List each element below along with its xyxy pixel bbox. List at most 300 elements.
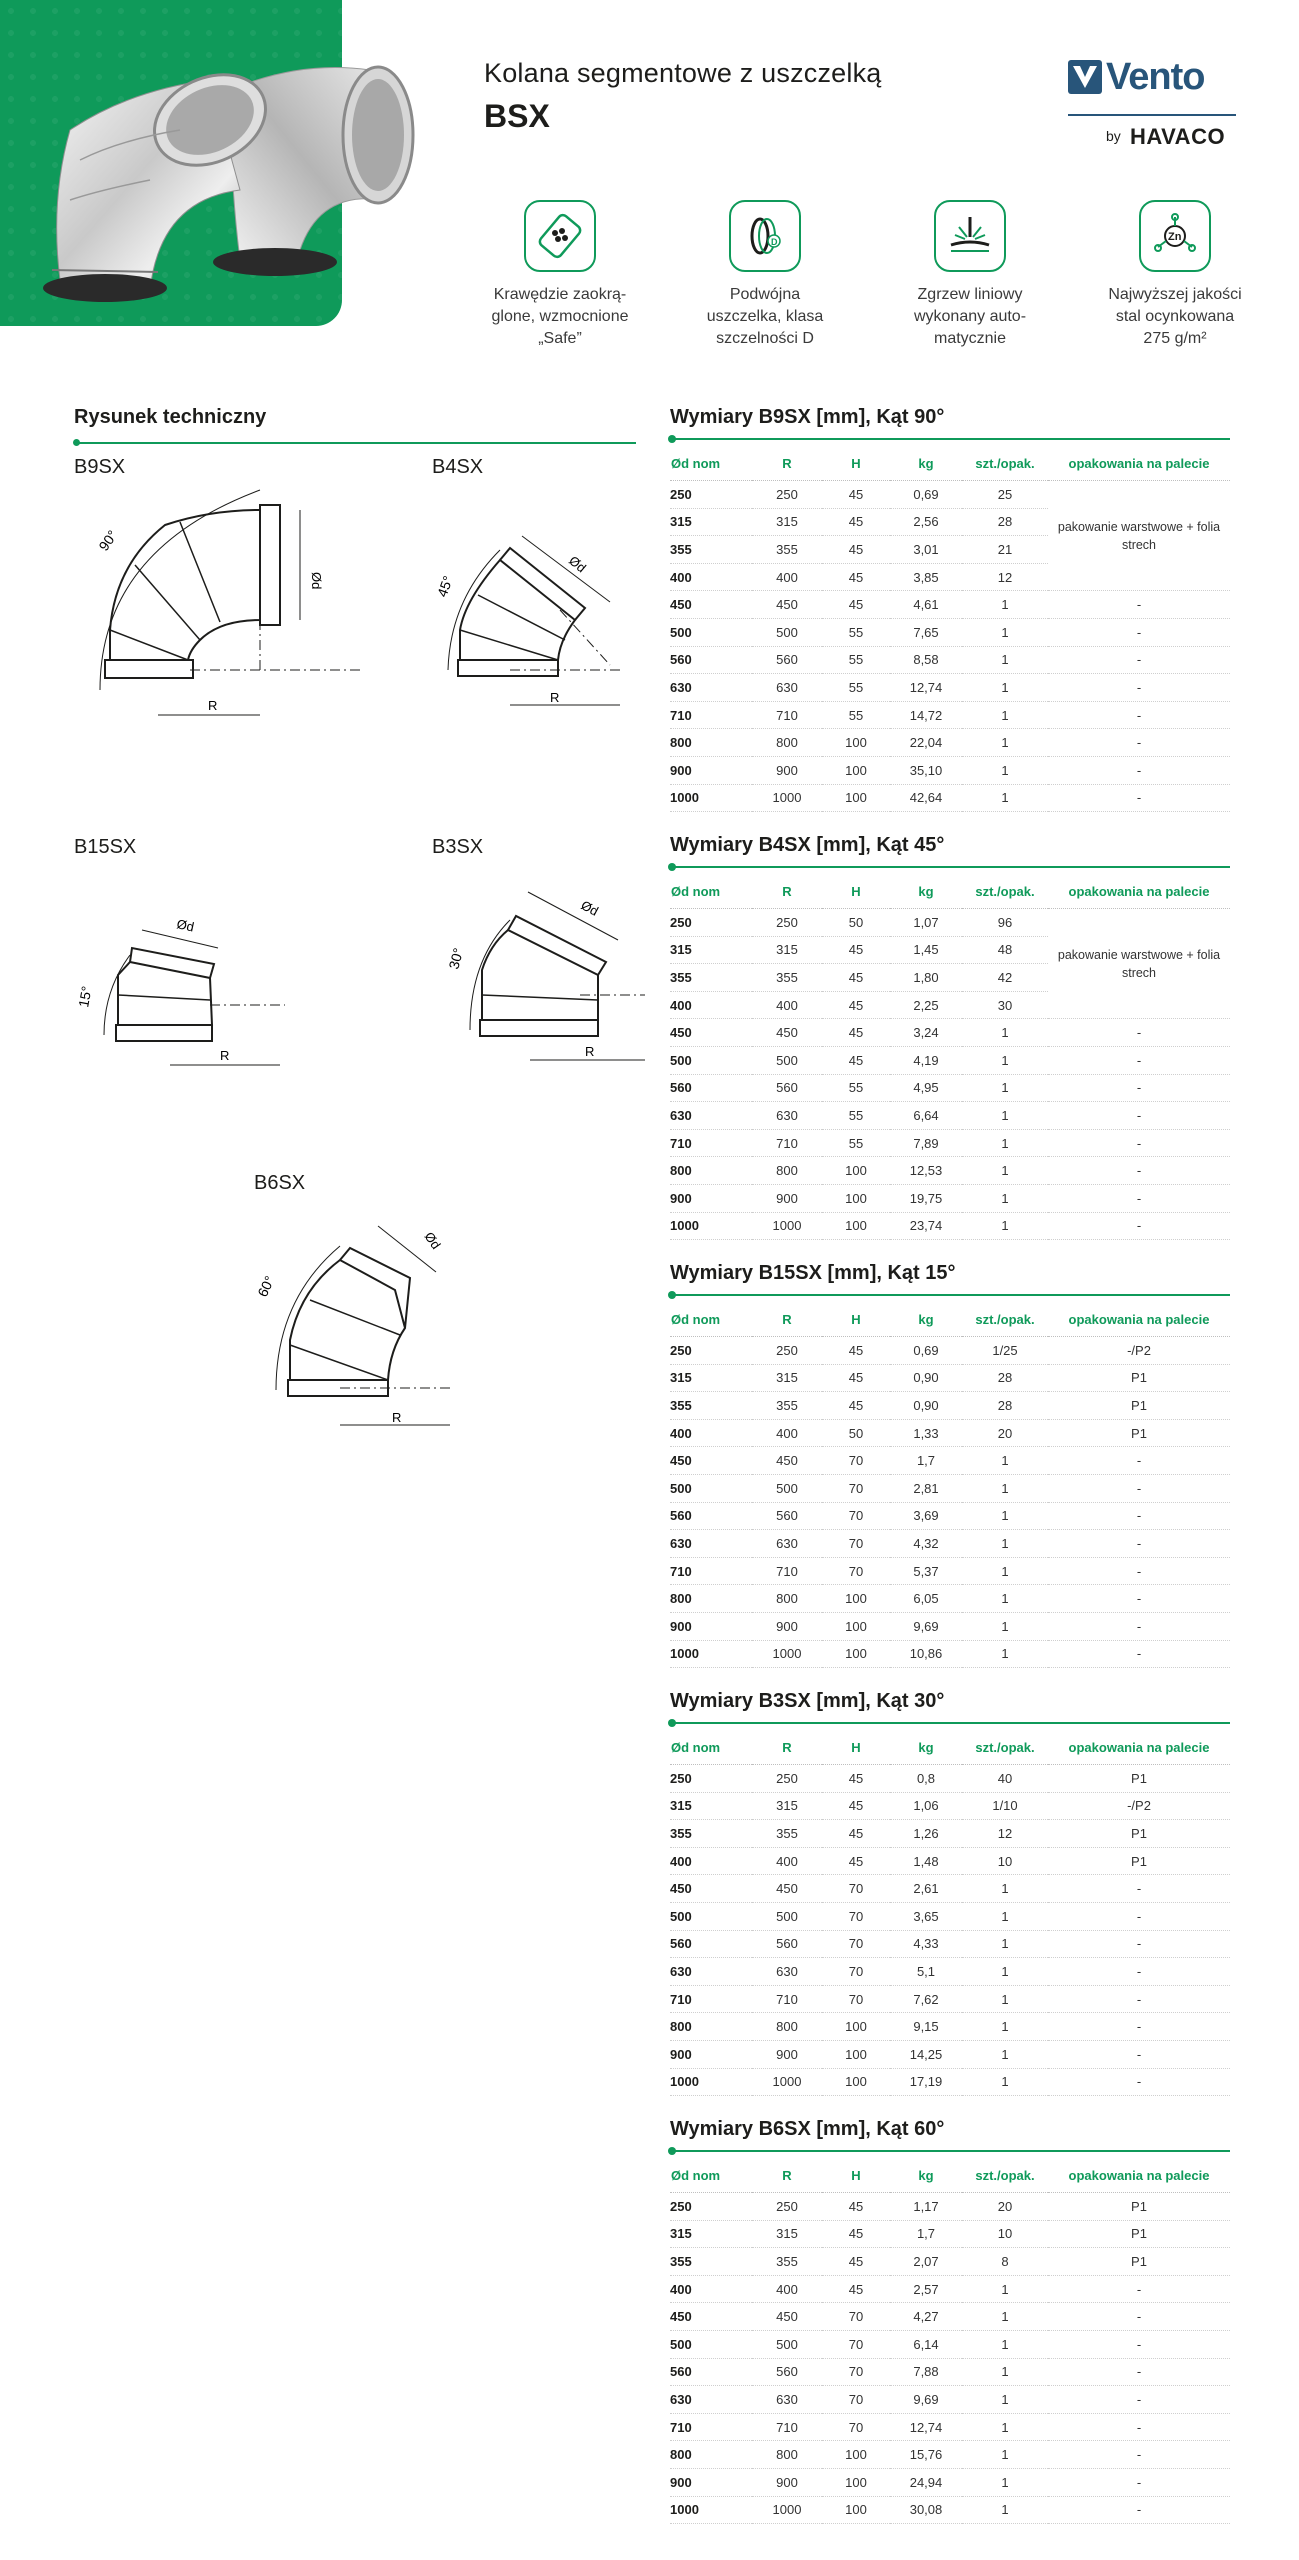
table-cell: 1,33 — [890, 1419, 962, 1447]
table-cell: 45 — [822, 991, 890, 1019]
table-cell: 28 — [962, 1392, 1048, 1420]
table-cell: 900 — [670, 2468, 752, 2496]
table-cell: P1 — [1048, 2220, 1230, 2248]
table-cell: 10,86 — [890, 1640, 962, 1668]
column-header: kg — [890, 1302, 962, 1337]
page-title: Kolana segmentowe z uszczelką — [484, 58, 882, 88]
table-cell: - — [1048, 756, 1230, 784]
radius-label: R — [550, 690, 560, 705]
table-cell: 1,07 — [890, 909, 962, 937]
drawing-b15sx — [60, 900, 300, 1070]
table-cell: 70 — [822, 2330, 890, 2358]
table-row — [670, 1074, 1230, 1102]
table-title: Wymiary B9SX [mm], Kąt 90° — [670, 406, 945, 428]
table-cell: - — [1048, 1184, 1230, 1212]
table-cell: 55 — [822, 1074, 890, 1102]
table-cell: 400 — [752, 1419, 822, 1447]
table-row — [670, 1019, 1230, 1047]
table-row — [670, 1847, 1230, 1875]
table-cell: 1,06 — [890, 1792, 962, 1820]
table-cell: - — [1048, 701, 1230, 729]
table-row — [670, 1985, 1230, 2013]
table-b3sx — [670, 1686, 1230, 2096]
table-cell: 560 — [752, 646, 822, 674]
table-cell: 710 — [752, 701, 822, 729]
table-cell: 1000 — [670, 1640, 752, 1668]
column-header: H — [822, 874, 890, 909]
table-cell: 500 — [670, 1902, 752, 1930]
table-cell: - — [1048, 1129, 1230, 1157]
table-cell: 2,57 — [890, 2275, 962, 2303]
table-cell: 17,19 — [890, 2068, 962, 2096]
table-cell: - — [1048, 2013, 1230, 2041]
feature-list — [460, 200, 1280, 360]
table-cell: 355 — [670, 964, 752, 992]
diameter-label: Ød — [175, 916, 196, 935]
table-cell: 1 — [962, 1447, 1048, 1475]
table-row — [670, 1820, 1230, 1848]
table-cell: 45 — [822, 1792, 890, 1820]
table-cell: - — [1048, 1875, 1230, 1903]
table-row — [670, 729, 1230, 757]
table-cell: 4,27 — [890, 2303, 962, 2331]
table-row — [670, 591, 1230, 619]
table-cell: - — [1048, 2386, 1230, 2414]
table-row — [670, 1765, 1230, 1793]
feature-text: Zgrzew liniowy wykonany auto- matycznie — [913, 286, 1027, 347]
table-cell: 450 — [670, 1447, 752, 1475]
table-cell: 30 — [962, 991, 1048, 1019]
table-row — [670, 2303, 1230, 2331]
table-cell: 500 — [670, 618, 752, 646]
table-header-row — [670, 1302, 1230, 1337]
table-cell: 450 — [670, 1875, 752, 1903]
table-cell: 355 — [670, 1820, 752, 1848]
table-cell: 12,53 — [890, 1157, 962, 1185]
table-cell: 900 — [752, 1184, 822, 1212]
table-cell: 500 — [752, 1046, 822, 1074]
table-cell: - — [1048, 1212, 1230, 1240]
table-cell: 1,17 — [890, 2193, 962, 2221]
table-cell: 1 — [962, 784, 1048, 812]
table-cell: 45 — [822, 2275, 890, 2303]
table-cell: 560 — [752, 1502, 822, 1530]
table-cell: P1 — [1048, 2193, 1230, 2221]
table-cell: 45 — [822, 2220, 890, 2248]
table-cell: 70 — [822, 1474, 890, 1502]
table-cell: 35,10 — [890, 756, 962, 784]
table-cell: 12 — [962, 1820, 1048, 1848]
table-rule — [670, 866, 1230, 868]
table-cell: 4,95 — [890, 1074, 962, 1102]
table-cell: 7,88 — [890, 2358, 962, 2386]
table-cell: 1 — [962, 2275, 1048, 2303]
table-cell: 15,76 — [890, 2441, 962, 2469]
table-cell: 4,32 — [890, 1530, 962, 1558]
feature-item — [1075, 200, 1275, 350]
table-cell: 560 — [752, 2358, 822, 2386]
table-cell: 500 — [752, 618, 822, 646]
logo-company: HAVACO — [1130, 124, 1226, 149]
table-cell: 100 — [822, 2496, 890, 2524]
table-cell: 1 — [962, 1046, 1048, 1074]
table-cell: - — [1048, 2358, 1230, 2386]
column-header: Ød nom — [670, 1302, 752, 1337]
logo-by: by — [1106, 128, 1121, 144]
table-cell: 500 — [670, 2330, 752, 2358]
table-cell: 800 — [670, 729, 752, 757]
table-cell: 28 — [962, 1364, 1048, 1392]
column-header: H — [822, 2158, 890, 2193]
diameter-label: Ød — [421, 1229, 444, 1252]
table-cell: - — [1048, 2413, 1230, 2441]
feature-item — [870, 200, 1070, 350]
drawings-rule-dot — [73, 439, 80, 446]
table-cell: 450 — [670, 1019, 752, 1047]
table-cell: 1 — [962, 2040, 1048, 2068]
column-header: R — [752, 874, 822, 909]
table-rule — [670, 1722, 1230, 1724]
table-row — [670, 1502, 1230, 1530]
table-cell: 560 — [752, 1930, 822, 1958]
feature-text: Najwyższej jakości stal ocynkowana 275 g/m² — [1108, 286, 1242, 347]
table-cell: 630 — [752, 674, 822, 702]
table-cell: 55 — [822, 701, 890, 729]
table-cell: 1 — [962, 591, 1048, 619]
feature-text: Krawędzie zaokrą- glone, wzmocnione „Safe” — [491, 286, 629, 347]
table-cell: 14,72 — [890, 701, 962, 729]
table-cell: 710 — [670, 1557, 752, 1585]
table-cell: - — [1048, 1074, 1230, 1102]
table-row — [670, 2441, 1230, 2469]
table-cell: 250 — [670, 909, 752, 937]
table-cell: 70 — [822, 2386, 890, 2414]
table-cell: 22,04 — [890, 729, 962, 757]
table-b4sx — [670, 830, 1230, 1240]
column-header: H — [822, 446, 890, 481]
table-cell: - — [1048, 1502, 1230, 1530]
table-cell: 900 — [752, 2040, 822, 2068]
column-header: R — [752, 2158, 822, 2193]
logo-brand-name: Vento — [1106, 56, 1205, 98]
table-cell: 1 — [962, 1640, 1048, 1668]
table-cell: 100 — [822, 2441, 890, 2469]
table-cell: 315 — [752, 2220, 822, 2248]
table-cell: 10 — [962, 2220, 1048, 2248]
table-row — [670, 1157, 1230, 1185]
table-cell: 100 — [822, 1612, 890, 1640]
table-cell: 100 — [822, 2068, 890, 2096]
table-cell: - — [1048, 2468, 1230, 2496]
table-cell: 1 — [962, 701, 1048, 729]
table-cell: 900 — [670, 1612, 752, 1640]
table-cell: 630 — [670, 1530, 752, 1558]
table-title: Wymiary B6SX [mm], Kąt 60° — [670, 2118, 945, 2140]
table-cell: 1 — [962, 756, 1048, 784]
table-cell: 28 — [962, 508, 1048, 536]
table-cell: 45 — [822, 1019, 890, 1047]
table-header-row — [670, 874, 1230, 909]
table-cell: 100 — [822, 2013, 890, 2041]
table-cell: 450 — [752, 591, 822, 619]
table-cell: 1 — [962, 1930, 1048, 1958]
diameter-label: Ød — [566, 552, 589, 576]
table-cell: 1000 — [670, 2068, 752, 2096]
table-cell: - — [1048, 674, 1230, 702]
table-title: Wymiary B15SX [mm], Kąt 15° — [670, 1262, 956, 1284]
table-row — [670, 2193, 1230, 2221]
table-cell: 23,74 — [890, 1212, 962, 1240]
drawing-label-b15sx: B15SX — [74, 836, 137, 858]
table-cell: 400 — [670, 1847, 752, 1875]
table-header-row — [670, 446, 1230, 481]
table-cell: 55 — [822, 618, 890, 646]
diameter-label: Ød — [309, 572, 324, 590]
table-row — [670, 1640, 1230, 1668]
table-row — [670, 1958, 1230, 1986]
column-header: Ød nom — [670, 1730, 752, 1765]
double-seal-icon — [729, 200, 801, 272]
table-row — [670, 2468, 1230, 2496]
table-cell: 710 — [752, 1557, 822, 1585]
radius-label: R — [392, 1410, 402, 1425]
table-cell: - — [1048, 1640, 1230, 1668]
table-cell: 100 — [822, 1212, 890, 1240]
table-cell: 900 — [752, 756, 822, 784]
table-cell: 1 — [962, 2303, 1048, 2331]
column-header: kg — [890, 446, 962, 481]
column-header: kg — [890, 2158, 962, 2193]
column-header: szt./opak. — [962, 1730, 1048, 1765]
table-cell: 4,61 — [890, 591, 962, 619]
table-cell: 42 — [962, 964, 1048, 992]
table-cell: 1 — [962, 2330, 1048, 2358]
table-cell: 800 — [670, 2441, 752, 2469]
column-header: opakowania na palecie — [1048, 2158, 1230, 2193]
table-cell: 1 — [962, 1875, 1048, 1903]
table-cell: 1 — [962, 2441, 1048, 2469]
table-row — [670, 1419, 1230, 1447]
table-cell: 1 — [962, 618, 1048, 646]
table-cell: - — [1048, 1102, 1230, 1130]
feature-item — [460, 200, 660, 350]
table-cell: 355 — [670, 1392, 752, 1420]
column-header: opakowania na palecie — [1048, 1302, 1230, 1337]
table-row — [670, 2068, 1230, 2096]
table-rule — [670, 2150, 1230, 2152]
table-cell: 70 — [822, 1958, 890, 1986]
table-cell: 710 — [670, 701, 752, 729]
table-cell: 710 — [670, 1129, 752, 1157]
table-cell: 250 — [752, 1337, 822, 1365]
table-b6sx — [670, 2114, 1230, 2524]
table-cell: 12 — [962, 563, 1048, 591]
table-cell: 1 — [962, 1530, 1048, 1558]
table-cell: P1 — [1048, 1765, 1230, 1793]
table-cell: 1 — [962, 1102, 1048, 1130]
table-cell: 7,65 — [890, 618, 962, 646]
table-cell: 1 — [962, 1612, 1048, 1640]
table-cell: 25 — [962, 481, 1048, 509]
column-header: szt./opak. — [962, 2158, 1048, 2193]
table-cell: 250 — [752, 2193, 822, 2221]
table-cell: 315 — [670, 936, 752, 964]
dimensions-table — [670, 1302, 1230, 1668]
table-cell: 45 — [822, 536, 890, 564]
drawing-b3sx — [430, 870, 660, 1070]
table-cell: 450 — [670, 2303, 752, 2331]
feature-item — [665, 200, 865, 350]
table-cell: - — [1048, 1474, 1230, 1502]
table-cell: 355 — [670, 2248, 752, 2276]
table-row — [670, 701, 1230, 729]
table-cell: 6,64 — [890, 1102, 962, 1130]
table-cell: 1000 — [670, 784, 752, 812]
table-cell: 315 — [670, 1792, 752, 1820]
table-cell: 40 — [962, 1765, 1048, 1793]
table-cell: 1,7 — [890, 2220, 962, 2248]
table-row — [670, 2248, 1230, 2276]
angle-label: 15° — [75, 984, 95, 1009]
table-cell: 96 — [962, 909, 1048, 937]
table-cell: P1 — [1048, 1392, 1230, 1420]
table-cell: P1 — [1048, 1820, 1230, 1848]
table-cell: 560 — [670, 1074, 752, 1102]
table-cell: 55 — [822, 674, 890, 702]
table-cell: P1 — [1048, 1419, 1230, 1447]
table-cell: 45 — [822, 964, 890, 992]
table-cell: 1 — [962, 2386, 1048, 2414]
table-cell: 400 — [752, 2275, 822, 2303]
table-cell: 70 — [822, 1930, 890, 1958]
table-cell: 45 — [822, 1765, 890, 1793]
table-cell: 450 — [752, 1447, 822, 1475]
table-cell: - — [1048, 2330, 1230, 2358]
table-cell: 1 — [962, 2013, 1048, 2041]
rounded-edge-icon — [524, 200, 596, 272]
table-cell: - — [1048, 1612, 1230, 1640]
table-row — [670, 1585, 1230, 1613]
table-cell: - — [1048, 784, 1230, 812]
table-row — [670, 2496, 1230, 2524]
zinc-icon — [1139, 200, 1211, 272]
table-cell: 355 — [752, 1820, 822, 1848]
table-cell: 12,74 — [890, 674, 962, 702]
table-cell: 2,07 — [890, 2248, 962, 2276]
table-cell: 1/10 — [962, 1792, 1048, 1820]
column-header: opakowania na palecie — [1048, 874, 1230, 909]
table-cell: 900 — [752, 2468, 822, 2496]
dimensions-table — [670, 874, 1230, 1240]
table-cell: 30,08 — [890, 2496, 962, 2524]
table-cell: 355 — [752, 964, 822, 992]
table-row — [670, 1212, 1230, 1240]
table-cell: 7,62 — [890, 1985, 962, 2013]
table-row — [670, 1392, 1230, 1420]
column-header: R — [752, 446, 822, 481]
table-cell: 630 — [670, 2386, 752, 2414]
table-cell: 315 — [670, 1364, 752, 1392]
table-cell: 70 — [822, 1557, 890, 1585]
table-row — [670, 1902, 1230, 1930]
table-cell: - — [1048, 1157, 1230, 1185]
table-cell: 400 — [670, 991, 752, 1019]
table-rule — [670, 1294, 1230, 1296]
column-header: kg — [890, 1730, 962, 1765]
drawing-label-b3sx: B3SX — [432, 836, 484, 858]
table-cell: 250 — [752, 481, 822, 509]
table-cell: 560 — [670, 2358, 752, 2386]
table-row — [670, 1530, 1230, 1558]
radius-label: R — [585, 1044, 595, 1059]
table-cell: 1 — [962, 2068, 1048, 2096]
table-row — [670, 1184, 1230, 1212]
table-row — [670, 2275, 1230, 2303]
table-cell: - — [1048, 1985, 1230, 2013]
table-cell: - — [1048, 1557, 1230, 1585]
drawing-b9sx — [60, 470, 380, 730]
table-cell: 1000 — [752, 1212, 822, 1240]
table-cell: 45 — [822, 2193, 890, 2221]
table-cell: 800 — [752, 1585, 822, 1613]
table-cell: 315 — [752, 936, 822, 964]
dimensions-table — [670, 446, 1230, 812]
angle-label: 60° — [254, 1273, 278, 1300]
table-cell: 315 — [670, 2220, 752, 2248]
table-rule — [670, 438, 1230, 440]
table-cell: 20 — [962, 2193, 1048, 2221]
table-cell: 800 — [752, 2013, 822, 2041]
table-cell: 710 — [752, 1129, 822, 1157]
table-cell: 630 — [752, 2386, 822, 2414]
table-cell: 630 — [670, 1102, 752, 1130]
product-model: BSX — [484, 98, 550, 134]
table-cell: 710 — [670, 2413, 752, 2441]
table-row — [670, 1046, 1230, 1074]
table-row — [670, 1875, 1230, 1903]
table-cell: 400 — [752, 563, 822, 591]
table-cell: 70 — [822, 1530, 890, 1558]
table-cell: 630 — [670, 674, 752, 702]
table-cell: 3,85 — [890, 563, 962, 591]
column-header: szt./opak. — [962, 1302, 1048, 1337]
table-cell: 100 — [822, 784, 890, 812]
table-cell: 1000 — [670, 2496, 752, 2524]
angle-label: 30° — [445, 946, 467, 971]
table-cell: - — [1048, 1019, 1230, 1047]
table-cell: 3,24 — [890, 1019, 962, 1047]
table-cell: 800 — [752, 1157, 822, 1185]
table-cell: 1000 — [752, 784, 822, 812]
table-cell: 100 — [822, 1585, 890, 1613]
table-row — [670, 2386, 1230, 2414]
table-row — [670, 2040, 1230, 2068]
feature-text: Podwójna uszczelka, klasa szczelności D — [706, 286, 824, 347]
table-cell: 5,1 — [890, 1958, 962, 1986]
table-cell: 48 — [962, 936, 1048, 964]
column-header: opakowania na palecie — [1048, 446, 1230, 481]
table-cell: 1 — [962, 1074, 1048, 1102]
table-cell: 70 — [822, 2303, 890, 2331]
table-cell: 45 — [822, 936, 890, 964]
table-cell: 500 — [670, 1474, 752, 1502]
table-cell: 800 — [670, 2013, 752, 2041]
table-cell: 1000 — [670, 1212, 752, 1240]
table-cell: 560 — [670, 646, 752, 674]
table-cell: 630 — [752, 1530, 822, 1558]
table-cell: 2,56 — [890, 508, 962, 536]
table-cell: 450 — [752, 1019, 822, 1047]
